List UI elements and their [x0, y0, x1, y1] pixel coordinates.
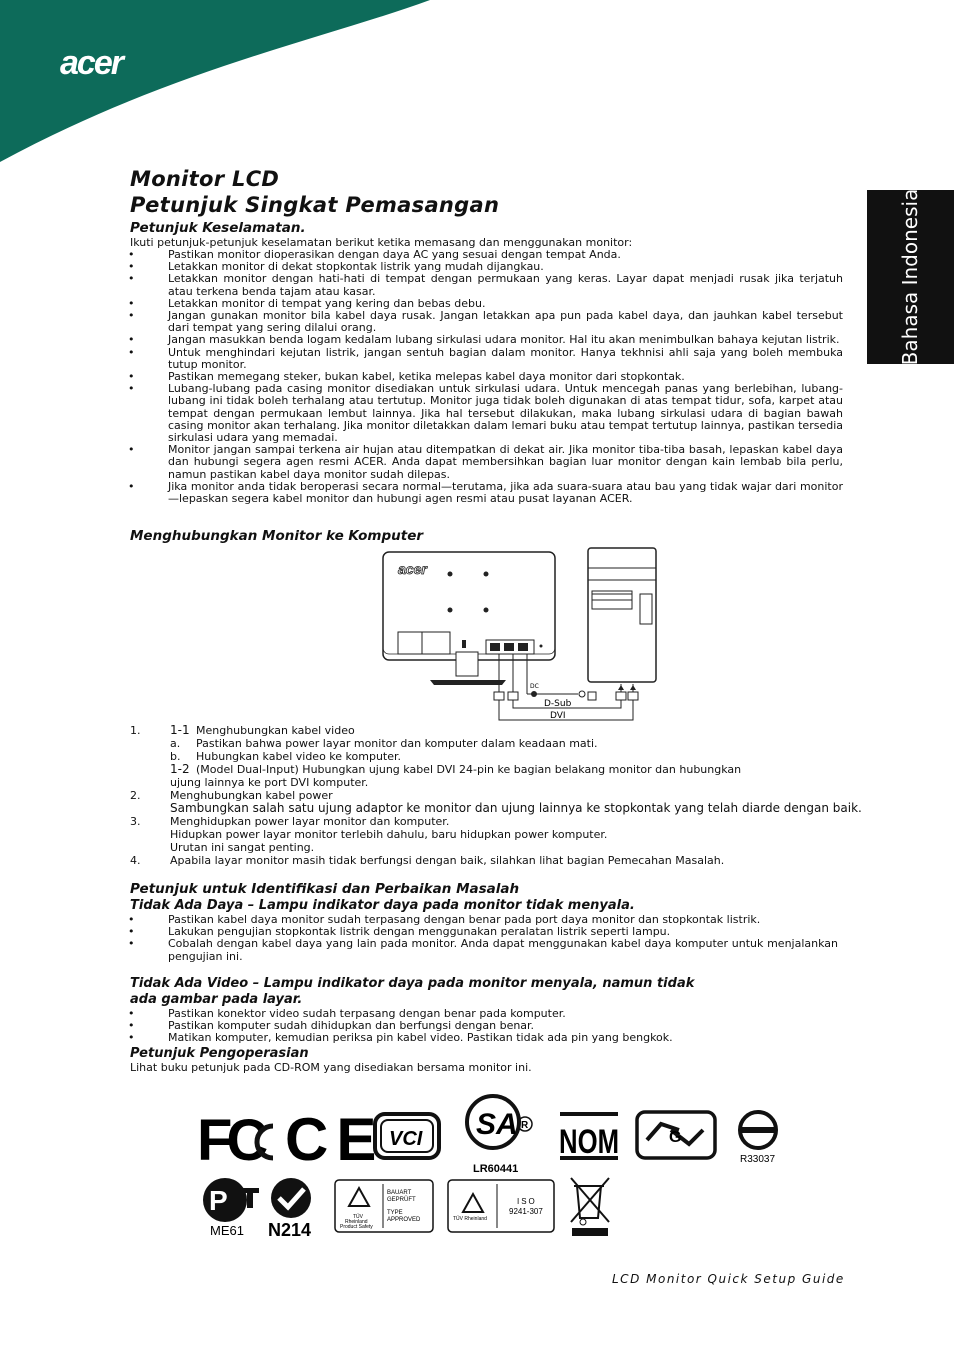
svg-text:BAUART: BAUART — [387, 1190, 412, 1196]
step-1a: a. Pastikan bahwa power layar monitor dan komputer dalam keadaan mati. — [170, 737, 598, 750]
list-item: • Cobalah dengan kabel daya yang lain pada monitor. Anda dapat menggunakan kabel daya komputer untuk menjalankan pengujian ini. — [128, 937, 838, 963]
connection-diagram — [378, 544, 663, 726]
r-mark-code: R33037 — [740, 1154, 776, 1165]
list-item: • Matikan komputer, kemudian periksa pin kabel video. Pastikan tidak ada pin yang bengkok. — [128, 1031, 673, 1045]
svg-text:FC: FC — [197, 1108, 263, 1173]
fcc-icon — [197, 1108, 273, 1173]
weee-bin-icon — [571, 1178, 609, 1236]
language-side-tab — [867, 190, 954, 364]
step-4: 4. Apabila layar monitor masih tidak berfungsi dengan baik, silahkan lihat bagian Pemecahan Masalah. — [130, 854, 725, 867]
diagram-logo: acer — [398, 561, 427, 577]
svg-text:APPROVED: APPROVED — [387, 1217, 421, 1223]
list-item: • Pastikan kabel daya monitor sudah terpasang dengan benar pada port daya monitor dan stopkontak listrik. — [128, 913, 761, 926]
r-mark-icon — [740, 1112, 776, 1165]
dvi-label: DVI — [550, 711, 566, 721]
svg-text:P: P — [209, 1185, 228, 1216]
svg-text:R: R — [521, 1120, 529, 1131]
language-label: Bahasa Indonesia — [898, 188, 922, 366]
g-mark-icon — [637, 1112, 715, 1158]
step-1-2-cont: ujung lainnya ke port DVI komputer. — [170, 776, 369, 789]
n214-code: N214 — [268, 1220, 312, 1240]
svg-text:VCI: VCI — [389, 1128, 423, 1150]
svg-text:GEPRÜFT: GEPRÜFT — [387, 1197, 416, 1203]
list-item: • Pastikan komputer sudah dihidupkan dan berfungsi dengan benar. — [128, 1019, 535, 1033]
list-item: • Monitor jangan sampai terkena air hujan atau ditempatkan di dekat air. Jika monitor tiba-tiba basah, lepaskan kabel daya dan hubungi segera agen resmi ACER. Anda dapat membersihkan bagian luar monitor dengan kain lembab bila perlu, namun pastikan kabel daya monitor sudah dilepas. — [128, 443, 843, 481]
list-item: • Pastikan konektor video sudah terpasang dengan benar pada komputer. — [128, 1007, 566, 1020]
list-item: • Jangan gunakan monitor bila kabel daya rusak. Jangan letakkan apa pun pada kabel daya, dan jauhkan kabel tersebut dari tempat yang sering dilalui orang. — [128, 309, 843, 335]
list-item: • Lakukan pengujian stopkontak listrik dengan menggunakan peralatan listrik seperti lampu. — [128, 925, 671, 939]
list-item: • Pastikan monitor dioperasikan dengan daya AC yang sesuai dengan tempat Anda. — [128, 248, 621, 261]
list-item: • Pastikan memegang steker, bukan kabel, ketika melepas kabel daya monitor dari stopkontak. — [128, 370, 685, 384]
list-item: • Letakkan monitor di tempat yang kering dan bebas debu. — [128, 296, 486, 310]
trouble-heading: Petunjuk untuk Identifikasi dan Perbaikan Masalah — [130, 881, 520, 897]
svg-text:SA: SA — [476, 1108, 518, 1141]
tuv-iso-icon — [448, 1180, 554, 1232]
setup-steps — [130, 724, 870, 867]
step-3: 3. Menghidupkan power layar monitor dan komputer. — [130, 815, 450, 828]
list-item: • Jika monitor anda tidak beroperasi secara normal—terutama, jika ada suara-suara atau bau yang tidak wajar dari monitor—lepaskan segera kabel monitor dan hubungi agen resmi atau pusat layanan ACER. — [128, 479, 843, 506]
operation-text: Lihat buku petunjuk pada CD-ROM yang disediakan bersama monitor ini. — [130, 1061, 532, 1074]
dc-label: DC — [530, 683, 539, 690]
step-1b: b. Hubungkan kabel video ke komputer. — [170, 750, 402, 763]
operation-heading: Petunjuk Pengoperasian — [130, 1046, 309, 1061]
svg-text:Product Safety: Product Safety — [340, 1224, 373, 1230]
no-video-heading-cont: ada gambar pada layar. — [130, 992, 303, 1007]
dsub-label: D-Sub — [544, 699, 572, 709]
svg-text:NOM: NOM — [559, 1123, 619, 1161]
svg-text:ISO: ISO — [517, 1197, 537, 1206]
list-item: • Letakkan monitor dengan hati-hati di tempat dengan permukaan yang keras. Layar dapat menjadi rusak jika terjatuh atau terkena benda tajam atau kasar. — [128, 272, 843, 298]
connect-heading: Menghubungkan Monitor ke Komputer — [130, 528, 424, 544]
footer-guide-title: LCD Monitor Quick Setup Guide — [612, 1272, 845, 1286]
csa-code: LR60441 — [473, 1163, 519, 1175]
list-item: • Lubang-lubang pada casing monitor disediakan untuk sirkulasi udara. Untuk mencegah panas yang berlebihan, lubang-lubang ini tidak boleh terhalang atau tertutup. Monitor juga tidak boleh digunakan di atas tempat tidur, sofa, karpet atau tempat dengan permukaan lembut lainnya. Jika hal tersebut dilakukan, maka lubang sirkulasi udara di bagian bawah casing monitor akan terhalang. Jika monitor diletakkan dalam lemari buku atau tempat tertutup lainnya, pastikan tersedia sirkulasi udara yang memadai. — [128, 382, 843, 445]
page-subtitle: Petunjuk Singkat Pemasangan — [130, 193, 500, 217]
no-video-list — [128, 1008, 843, 1045]
pct-code: ME61 — [210, 1223, 244, 1238]
acer-logo: acer — [60, 44, 122, 82]
step-2-detail: Sambungkan salah satu ujung adaptor ke monitor dan ujung lainnya ke stopkontak yang telah diarde dengan baik. — [170, 801, 862, 815]
tuv-bauart-icon — [335, 1180, 433, 1232]
nom-icon — [559, 1112, 619, 1161]
safety-intro: Ikuti petunjuk-petunjuk keselamatan berikut ketika memasang dan menggunakan monitor: — [130, 236, 633, 249]
page-title: Monitor LCD — [130, 167, 280, 191]
ce-mark-icon: CE — [285, 1106, 385, 1173]
svg-text:Rheinland: Rheinland — [345, 1219, 368, 1225]
list-item: • Jangan masukkan benda logam kedalam lubang sirkulasi udara monitor. Hal itu akan menimbulkan bahaya kejutan listrik. — [128, 333, 840, 347]
svg-text:TÜV: TÜV — [353, 1214, 363, 1220]
n214-icon — [268, 1178, 311, 1240]
svg-text:TYPE: TYPE — [387, 1210, 403, 1216]
pct-icon — [203, 1178, 259, 1238]
svg-text:G: G — [669, 1129, 682, 1146]
step-1-2: 1-2 (Model Dual-Input) Hubungkan ujung kabel DVI 24-pin ke bagian belakang monitor dan hubungkan — [170, 762, 742, 776]
step-3-note: Urutan ini sangat penting. — [170, 841, 315, 854]
certification-logos — [195, 1092, 795, 1242]
safety-list — [128, 249, 843, 505]
vci-icon — [375, 1114, 439, 1158]
safety-heading: Petunjuk Keselamatan. — [130, 220, 306, 236]
step-3-detail: Hidupkan power layar monitor terlebih dahulu, baru hidupkan power komputer. — [170, 828, 608, 841]
step-2: 2. Menghubungkan kabel power — [130, 789, 333, 802]
svg-text:9241-307: 9241-307 — [509, 1207, 543, 1216]
list-item: • Untuk menghindari kejutan listrik, jangan sentuh bagian dalam monitor. Hanya tekhnisi ahli saja yang boleh membuka tutup monitor. — [128, 345, 843, 371]
no-power-heading: Tidak Ada Daya – Lampu indikator daya pada monitor tidak menyala. — [130, 898, 635, 913]
csa-icon — [467, 1096, 532, 1175]
list-item: • Letakkan monitor di dekat stopkontak listrik yang mudah dijangkau. — [128, 260, 544, 274]
no-power-list — [128, 914, 838, 963]
svg-text:TÜV Rheinland: TÜV Rheinland — [453, 1216, 487, 1222]
no-video-heading: Tidak Ada Video – Lampu indikator daya pada monitor menyala, namun tidak — [130, 976, 695, 991]
step-1: 1. 1-1 Menghubungkan kabel video — [130, 723, 355, 737]
